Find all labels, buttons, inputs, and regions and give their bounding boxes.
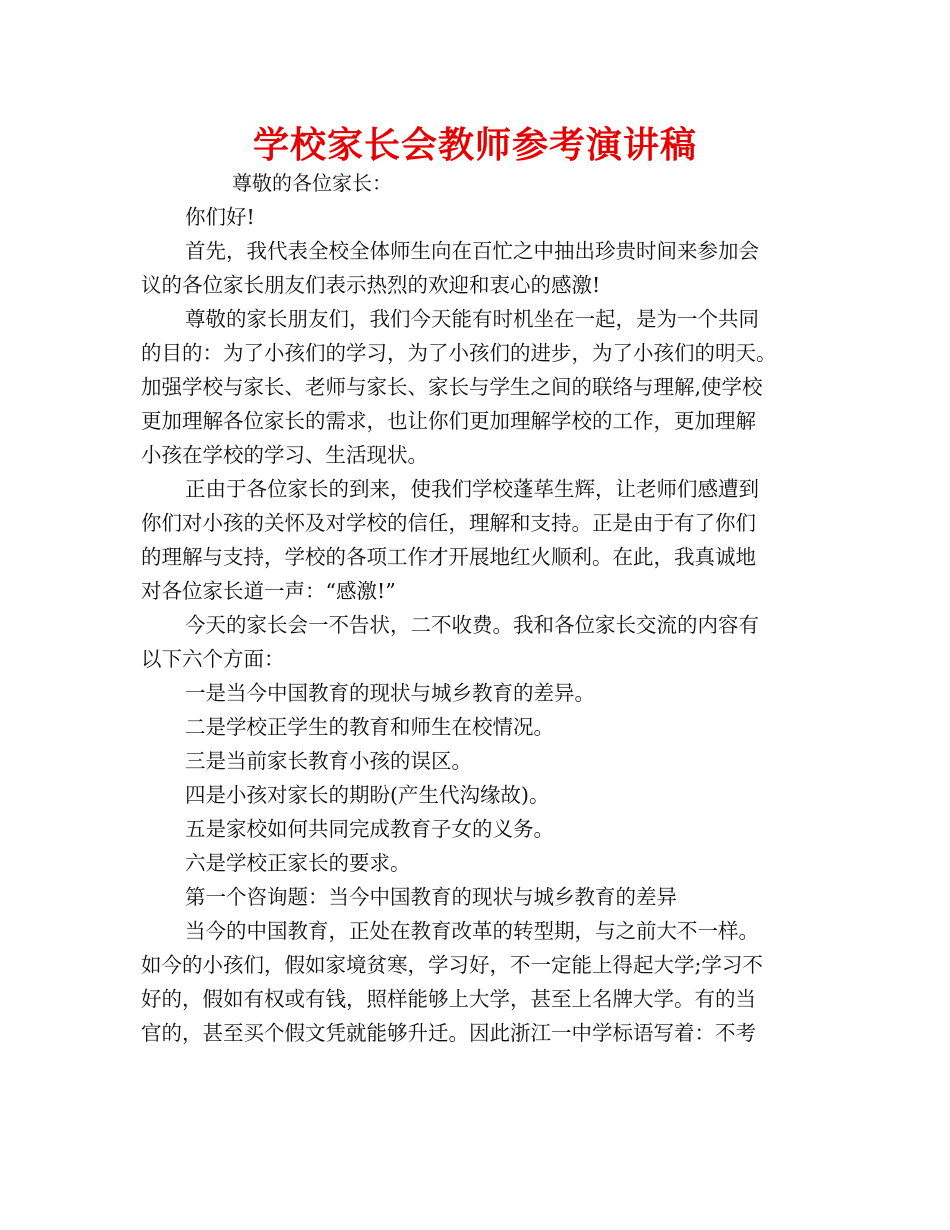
paragraph-line: 的理解与支持，学校的各项工作才开展地红火顺利。在此，我真诚地: [141, 545, 756, 569]
paragraph-line: 第一个咨询题：当今中国教育的现状与城乡教育的差异: [185, 885, 677, 909]
paragraph-line: 的目的：为了小孩们的学习，为了小孩们的进步，为了小孩们的明天。: [141, 341, 777, 365]
paragraph-line: 如今的小孩们，假如家境贫寒，学习好，不一定能上得起大学;学习不: [141, 953, 763, 977]
paragraph-line: 议的各位家长朋友们表示热烈的欢迎和衷心的感激!: [141, 273, 601, 297]
paragraph-line: 今天的家长会一不告状，二不收费。我和各位家长交流的内容有: [185, 613, 759, 637]
paragraph-line: 当今的中国教育，正处在教育改革的转型期，与之前大不一样。: [185, 919, 759, 943]
paragraph-line: 首先，我代表全校全体师生向在百忙之中抽出珍贵时间来参加会: [185, 239, 759, 263]
paragraph-line: 四是小孩对家长的期盼(产生代沟缘故)。: [185, 783, 550, 807]
paragraph-line: 好的，假如有权或有钱，照样能够上大学，甚至上名牌大学。有的当: [141, 987, 756, 1011]
salutation: 尊敬的各位家长：: [232, 171, 392, 195]
paragraph-line: 官的，甚至买个假文凭就能够升迁。因此浙江一中学标语写着：不考: [141, 1021, 756, 1045]
paragraph-line: 更加理解各位家长的需求，也让你们更加理解学校的工作，更加理解: [141, 409, 756, 433]
paragraph-line: 加强学校与家长、老师与家长、家长与学生之间的联络与理解,使学校: [141, 375, 763, 399]
paragraph-line: 六是学校正家长的要求。: [185, 851, 411, 875]
paragraph-line: 你们好!: [185, 205, 255, 229]
paragraph-line: 正由于各位家长的到来，使我们学校蓬荜生辉，让老师们感遭到: [185, 477, 759, 501]
paragraph-line: 五是家校如何共同完成教育子女的义务。: [185, 817, 554, 841]
document-title: 学校家长会教师参考演讲稿: [252, 125, 697, 166]
paragraph-line: 二是学校正学生的教育和师生在校情况。: [185, 715, 554, 739]
paragraph-line: 尊敬的家长朋友们，我们今天能有时机坐在一起，是为一个共同: [185, 307, 759, 331]
paragraph-line: 小孩在学校的学习、生活现状。: [141, 443, 428, 467]
document-body: [141, 200, 831, 1050]
paragraph-line: 对各位家长道一声：“感激!”: [141, 579, 396, 603]
paragraph-line: 一是当今中国教育的现状与城乡教育的差异。: [185, 681, 595, 705]
paragraph-line: 三是当前家长教育小孩的误区。: [185, 749, 472, 773]
paragraph-line: 你们对小孩的关怀及对学校的信任，理解和支持。正是由于有了你们: [141, 511, 756, 535]
paragraph-line: 以下六个方面：: [141, 647, 285, 671]
